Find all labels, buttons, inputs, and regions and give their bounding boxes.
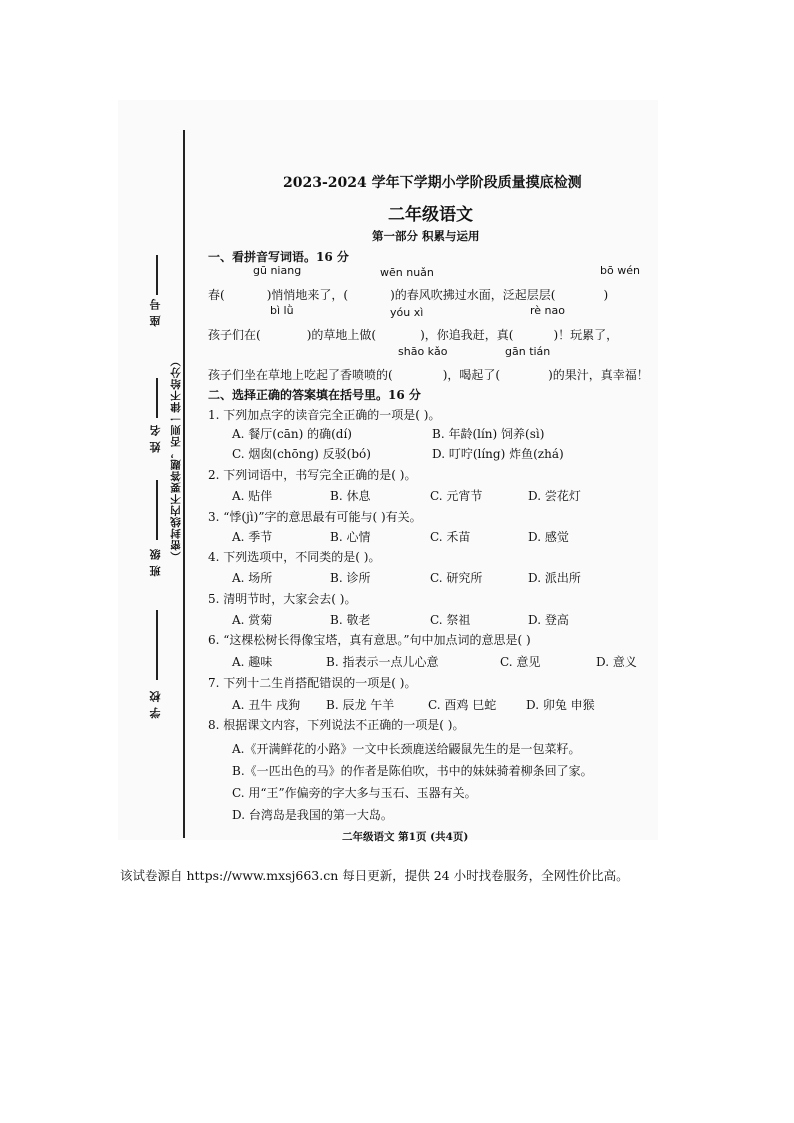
line1-part3: )的春风吹拂过水面，泛起层层( bbox=[390, 288, 556, 302]
q2-stem: 2. 下列词语中，书写完全正确的是( )。 bbox=[208, 468, 417, 482]
line2-part3: )，你追我赶，真( bbox=[420, 328, 514, 342]
q3-option-d: D. 感觉 bbox=[528, 530, 569, 544]
school-label: 学 校 bbox=[149, 690, 162, 719]
q5-option-d: D. 登高 bbox=[528, 613, 569, 627]
q8-option-c: C. 用“王”作偏旁的字大多与玉石、玉器有关。 bbox=[232, 786, 477, 800]
q2-option-b: B. 休息 bbox=[330, 489, 371, 503]
q5-option-a: A. 赏菊 bbox=[232, 613, 273, 627]
q7-option-d: D. 卯兔 申猴 bbox=[526, 698, 595, 712]
q1-option-b: B. 年龄(lín) 饲养(sì) bbox=[432, 427, 545, 441]
q4-stem: 4. 下列选项中，不同类的是( )。 bbox=[208, 550, 381, 564]
q5-option-b: B. 敬老 bbox=[330, 613, 371, 627]
q3-option-b: B. 心情 bbox=[330, 530, 371, 544]
fill-line-3 bbox=[208, 366, 649, 383]
school-field-line bbox=[156, 610, 158, 680]
exam-title: 2023-2024 学年下学期小学阶段质量摸底检测 bbox=[283, 175, 582, 191]
page-number-footer: 二年级语文 第1页 (共4页) bbox=[342, 831, 469, 843]
q6-option-c: C. 意见 bbox=[500, 655, 541, 669]
pinyin-guniang: gū niang bbox=[253, 264, 302, 277]
q4-option-d: D. 派出所 bbox=[528, 571, 581, 585]
q1-option-c: C. 烟囱(chōng) 反驳(bó) bbox=[232, 447, 371, 461]
class-label: 班 级 bbox=[149, 548, 162, 577]
q2-option-a: A. 贴伴 bbox=[232, 489, 273, 503]
line3-part1: 孩子们坐在草地上吃起了香喷喷的( bbox=[208, 368, 393, 382]
fill-line-1 bbox=[208, 286, 608, 303]
q7-option-c: C. 酉鸡 巳蛇 bbox=[428, 698, 497, 712]
pinyin-shaokao: shāo kǎo bbox=[398, 345, 448, 358]
name-label: 姓 名 bbox=[149, 424, 162, 453]
q5-stem: 5. 清明节时，大家会去( )。 bbox=[208, 592, 357, 606]
source-note: 该试卷源自 https://www.mxsj663.cn 每日更新，提供 24 小时找卷服务，全网性价比高。 bbox=[120, 868, 629, 883]
q7-option-a: A. 丑牛 戌狗 bbox=[232, 698, 301, 712]
section1-heading: 一、看拼音写词语。16 分 bbox=[208, 250, 349, 264]
pinyin-bilv: bì lǜ bbox=[270, 304, 294, 317]
binding-line bbox=[183, 130, 185, 838]
q1-stem: 1. 下列加点字的读音完全正确的一项是( )。 bbox=[208, 408, 441, 422]
section2-heading: 二、选择正确的答案填在括号里。16 分 bbox=[208, 388, 421, 402]
q8-option-d: D. 台湾岛是我国的第一大岛。 bbox=[232, 808, 393, 822]
pinyin-wennuan: wēn nuǎn bbox=[380, 266, 434, 279]
line3-part2: )，喝起了( bbox=[442, 368, 501, 382]
q3-stem: 3. “悸(jì)”字的意思最有可能与( )有关。 bbox=[208, 510, 422, 524]
q8-stem: 8. 根据课文内容，下列说法不正确的一项是( )。 bbox=[208, 718, 465, 732]
q7-stem: 7. 下列十二生肖搭配错误的一项是( )。 bbox=[208, 676, 417, 690]
q1-option-d: D. 叮咛(líng) 炸鱼(zhá) bbox=[432, 447, 564, 461]
subject-title: 二年级语文 bbox=[388, 205, 473, 225]
pinyin-youxi: yóu xì bbox=[390, 306, 424, 319]
q6-option-a: A. 趣味 bbox=[232, 655, 273, 669]
q1-option-a: A. 餐厅(cān) 的确(dí) bbox=[232, 427, 352, 441]
line1-part2: )悄悄地来了，( bbox=[266, 288, 349, 302]
q8-option-b: B.《一匹出色的马》的作者是陈伯吹，书中的妹妹骑着柳条回了家。 bbox=[232, 764, 593, 778]
seat-field-line bbox=[156, 255, 158, 295]
line3-part3: )的果汁，真幸福！ bbox=[548, 368, 649, 382]
q6-option-d: D. 意义 bbox=[596, 655, 637, 669]
q5-option-c: C. 祭祖 bbox=[430, 613, 471, 627]
q8-option-a: A.《开满鲜花的小路》一文中长颈鹿送给鼹鼠先生的是一包菜籽。 bbox=[232, 742, 581, 756]
q6-option-b: B. 指表示一点儿心意 bbox=[326, 655, 439, 669]
q6-stem: 6. “这棵松树长得像宝塔，真有意思。”句中加点词的意思是( ) bbox=[208, 633, 531, 647]
class-field-line bbox=[156, 480, 158, 540]
fill-line-2 bbox=[208, 326, 618, 343]
name-field-line bbox=[156, 378, 158, 418]
pinyin-renao: rè nao bbox=[530, 304, 565, 317]
pinyin-gantian: gān tián bbox=[505, 345, 551, 358]
q2-option-c: C. 元宵节 bbox=[430, 489, 483, 503]
q4-option-a: A. 场所 bbox=[232, 571, 273, 585]
q3-option-c: C. 禾苗 bbox=[430, 530, 471, 544]
q3-option-a: A. 季节 bbox=[232, 530, 273, 544]
line2-part4: )！玩累了， bbox=[553, 328, 619, 342]
line1-part1: 春( bbox=[208, 288, 225, 302]
seal-warning: （密封线内不要答题，否则一律不给分） bbox=[170, 355, 182, 562]
q7-option-b: B. 辰龙 午羊 bbox=[326, 698, 395, 712]
q2-option-d: D. 尝花灯 bbox=[528, 489, 581, 503]
pinyin-bowen: bō wén bbox=[600, 264, 640, 277]
line1-part4: ) bbox=[603, 288, 609, 302]
seat-label: 座 号 bbox=[149, 298, 162, 327]
q4-option-c: C. 研究所 bbox=[430, 571, 483, 585]
q4-option-b: B. 诊所 bbox=[330, 571, 371, 585]
line2-part2: )的草地上做( bbox=[306, 328, 377, 342]
part-title: 第一部分 积累与运用 bbox=[372, 229, 480, 243]
line2-part1: 孩子们在( bbox=[208, 328, 261, 342]
